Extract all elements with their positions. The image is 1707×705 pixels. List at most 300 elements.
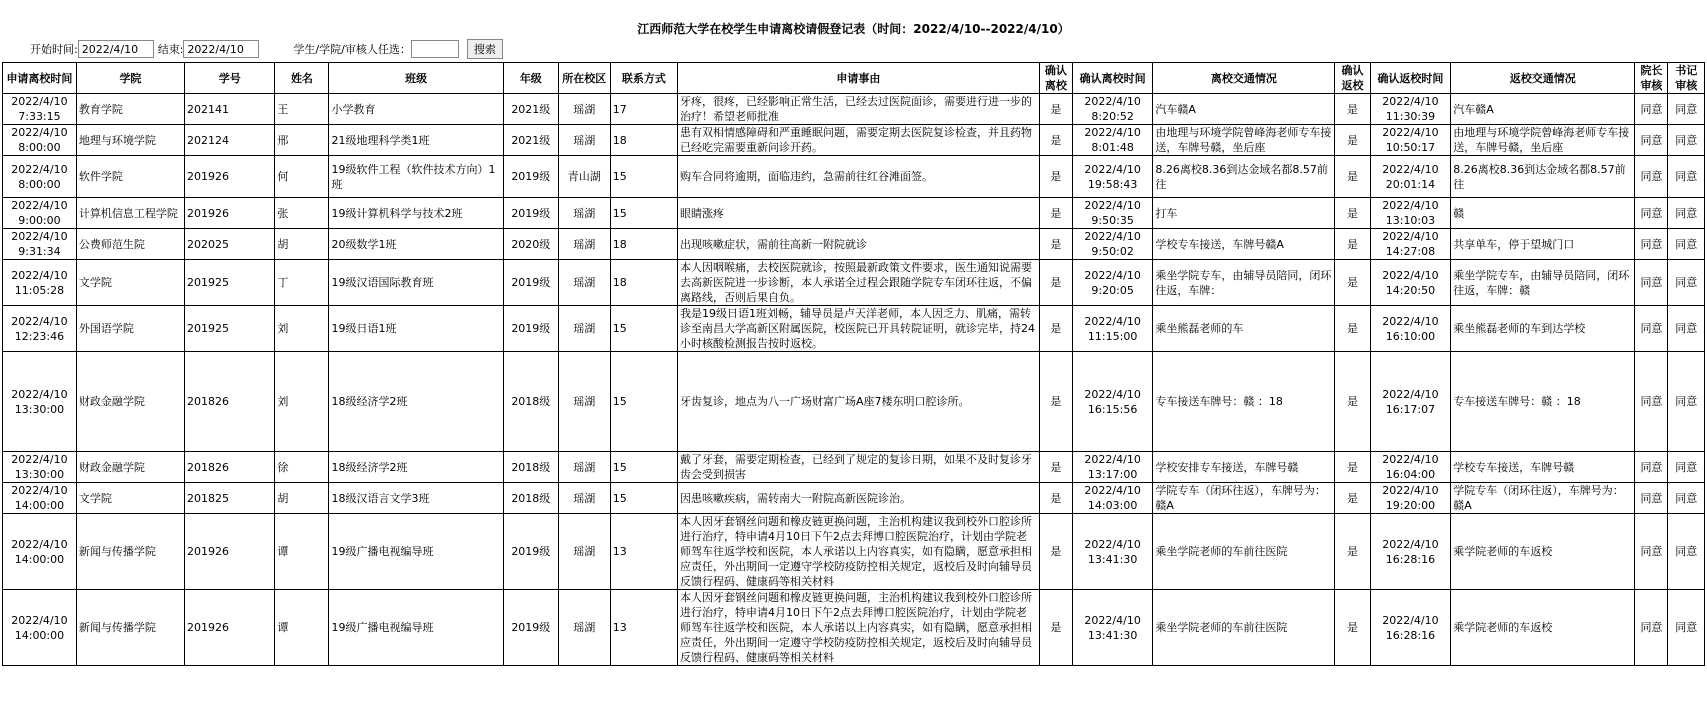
- leave-time-cell-text: 2022/4/10: [1084, 95, 1141, 108]
- column-header: 确认离校: [1039, 63, 1072, 94]
- return-confirm-cell: [1335, 352, 1370, 452]
- apply-time-cell: [3, 514, 77, 590]
- return-time-cell-text: 2022/4/10: [1382, 613, 1439, 627]
- dean-review-cell-text: 同意: [1640, 621, 1663, 634]
- college-cell-text: 计算机信息工程学院: [78, 206, 178, 220]
- reason-cell: [678, 352, 1040, 452]
- grade-cell: [503, 260, 558, 306]
- leave-confirm-cell: [1039, 452, 1072, 483]
- student-name-cell: [275, 452, 329, 483]
- class-cell-text: 20级数学1班: [331, 237, 397, 251]
- campus-cell: [558, 94, 610, 125]
- return-time-cell-text: 16:04:00: [1385, 468, 1436, 481]
- apply-time-cell: [3, 306, 77, 352]
- leave-time-cell-text: 2022/4/10: [1084, 453, 1141, 466]
- phone-cell-text: 15: [612, 460, 627, 474]
- phone-cell-text: 13: [612, 545, 627, 558]
- return-transport-cell: [1451, 352, 1635, 452]
- end-date-input[interactable]: [183, 40, 259, 58]
- return-confirm-cell-text: 是: [1347, 206, 1359, 220]
- secretary-review-cell-text: 同意: [1675, 276, 1698, 289]
- class-cell-text: 18级经济学2班: [331, 395, 408, 408]
- secretary-review-cell: [1668, 260, 1705, 306]
- table-row: [3, 452, 1705, 483]
- phone-cell: [610, 156, 677, 198]
- column-header: 确认离校时间: [1072, 63, 1153, 94]
- student-name-cell-text: 徐: [277, 460, 289, 474]
- reason-cell-text: 因患咳嗽疾病，需转南大一附院高新医院诊治。: [680, 491, 911, 505]
- leave-confirm-cell: [1039, 306, 1072, 352]
- campus-cell: [558, 156, 610, 198]
- return-time-cell-text: 14:20:50: [1385, 283, 1436, 297]
- leave-confirm-cell-text: 是: [1050, 545, 1062, 558]
- dean-review-cell-text: 同意: [1640, 102, 1663, 116]
- return-time-cell-text: 2022/4/10: [1382, 314, 1439, 328]
- return-transport-cell-text: 由地理与环境学院曾峰海老师专车接送，车牌号赣，坐后座: [1453, 126, 1630, 154]
- leave-time-cell: [1072, 483, 1153, 514]
- phone-cell: [610, 590, 677, 666]
- return-transport-cell-text: 专车接送车牌号：赣 ：18: [1453, 395, 1581, 408]
- college-cell-text: 地理与环境学院: [78, 133, 156, 147]
- return-transport-cell: [1451, 125, 1635, 156]
- leave-confirm-cell-text: 是: [1050, 621, 1062, 634]
- leave-transport-cell-text: 乘坐学院专车，由辅导员陪同，闭环往返，车牌：: [1155, 268, 1332, 297]
- college-cell-text: 新闻与传播学院: [78, 545, 156, 558]
- return-transport-cell-text: 8.26离校8.36到达金域名都8.57前往: [1453, 162, 1626, 191]
- apply-time-cell-text: 13:30:00: [14, 468, 65, 481]
- student-id-cell: [184, 590, 274, 666]
- campus-cell-text: 瑶湖: [573, 102, 596, 116]
- column-header: 离校交通情况: [1153, 63, 1335, 94]
- phone-cell-text: 18: [612, 276, 627, 289]
- return-transport-cell-text: 乘坐学院专车，由辅导员陪同，闭环往返，车牌：赣: [1453, 268, 1630, 297]
- class-cell-text: 19级广播电视编导班: [331, 621, 434, 634]
- return-time-cell: [1370, 483, 1451, 514]
- leave-confirm-cell: [1039, 125, 1072, 156]
- student-id-cell: [184, 229, 274, 260]
- college-cell-text: 外国语学院: [78, 322, 134, 335]
- reason-cell: [678, 514, 1040, 590]
- grade-cell: [503, 229, 558, 260]
- student-id-cell-text: 201926: [186, 206, 229, 220]
- student-id-cell-text: 201925: [186, 322, 229, 335]
- return-transport-cell: [1451, 94, 1635, 125]
- class-cell: [329, 229, 503, 260]
- phone-cell: [610, 229, 677, 260]
- reason-cell-text: 患有双相情感障碍和严重睡眠问题，需要定期去医院复诊检查，并且药物已经吃完需要重新问诊开药。: [680, 126, 1032, 154]
- return-time-cell-text: 20:01:14: [1385, 177, 1436, 191]
- return-confirm-cell-text: 是: [1347, 170, 1359, 183]
- leave-transport-cell-text: 乘坐熊磊老师的车: [1155, 322, 1244, 335]
- secretary-review-cell-text: 同意: [1675, 460, 1698, 474]
- return-time-cell-text: 16:10:00: [1385, 329, 1436, 343]
- column-header: 姓名: [275, 63, 329, 94]
- return-transport-cell-text: 汽车赣A: [1453, 102, 1494, 116]
- secretary-review-cell: [1668, 452, 1705, 483]
- student-name-cell-text: 何: [277, 170, 289, 183]
- leave-time-cell-text: 2022/4/10: [1084, 314, 1141, 328]
- return-time-cell: [1370, 590, 1451, 666]
- student-id-cell: [184, 156, 274, 198]
- leave-time-cell-text: 2022/4/10: [1084, 199, 1141, 212]
- return-confirm-cell-text: 是: [1347, 322, 1359, 335]
- class-cell-text: 小学教育: [331, 102, 376, 116]
- leave-time-cell: [1072, 590, 1153, 666]
- dean-review-cell: [1635, 352, 1668, 452]
- leave-time-cell: [1072, 94, 1153, 125]
- college-cell-text: 教育学院: [78, 102, 123, 116]
- class-cell: [329, 352, 503, 452]
- return-transport-cell: [1451, 452, 1635, 483]
- leave-time-cell: [1072, 514, 1153, 590]
- return-transport-cell-text: 乘学院老师的车返校: [1453, 545, 1553, 558]
- apply-time-cell: [3, 452, 77, 483]
- return-time-cell-text: 2022/4/10: [1382, 453, 1439, 466]
- leave-confirm-cell: [1039, 198, 1072, 229]
- reason-cell-text: 牙齿复诊，地点为八一广场财富广场A座7楼东明口腔诊所。: [680, 395, 970, 408]
- secretary-review-cell-text: 同意: [1675, 133, 1698, 147]
- return-time-cell-text: 2022/4/10: [1382, 199, 1439, 212]
- return-time-cell-text: 16:28:16: [1385, 628, 1436, 642]
- campus-cell: [558, 352, 610, 452]
- reason-cell-text: 本人因牙套钢丝问题和橡皮链更换问题，主治机构建议我到校外口腔诊所进行治疗，特申请4月10日下午2点去拜博口腔医院治疗，计划由学院老师驾车往返学校和医院，本人承诺以上内容真实，如有隐瞒，愿意承担相应责任，外出期间一定遵守学校防疫防控相关规定，返校后及时向辅导员反馈行程码、健康码等相关材料: [680, 591, 1032, 664]
- leave-time-cell: [1072, 260, 1153, 306]
- leave-time-cell-text: 2022/4/10: [1084, 126, 1141, 139]
- class-cell-text: 18级经济学2班: [331, 460, 408, 474]
- return-time-cell-text: 2022/4/10: [1382, 484, 1439, 497]
- grade-cell-text: 2021级: [511, 102, 551, 116]
- apply-time-cell-text: 2022/4/10: [11, 95, 68, 108]
- phone-cell: [610, 260, 677, 306]
- student-id-cell: [184, 125, 274, 156]
- student-name-cell: [275, 352, 329, 452]
- return-time-cell: [1370, 94, 1451, 125]
- grade-cell: [503, 156, 558, 198]
- class-cell-text: 21级地理科学类1班: [331, 133, 430, 147]
- leave-time-cell-text: 9:50:02: [1091, 245, 1134, 258]
- student-name-cell-text: 谭: [277, 545, 289, 558]
- class-cell: [329, 590, 503, 666]
- apply-time-cell-text: 14:00:00: [14, 499, 65, 512]
- student-name-cell-text: 谭: [277, 621, 289, 634]
- leave-time-cell-text: 2022/4/10: [1084, 537, 1141, 551]
- college-cell: [76, 352, 184, 452]
- leave-confirm-cell: [1039, 229, 1072, 260]
- start-time-label: 开始时间:: [30, 43, 78, 56]
- student-id-cell-text: 201926: [186, 545, 229, 558]
- phone-cell-text: 17: [612, 102, 627, 116]
- start-date-input[interactable]: [78, 40, 154, 58]
- student-name-cell-text: 胡: [277, 237, 289, 251]
- return-confirm-cell: [1335, 229, 1370, 260]
- apply-time-cell-text: 2022/4/10: [11, 537, 68, 551]
- apply-time-cell-text: 14:00:00: [14, 552, 65, 566]
- class-cell: [329, 483, 503, 514]
- apply-time-cell-text: 2022/4/10: [11, 453, 68, 466]
- return-confirm-cell-text: 是: [1347, 102, 1359, 116]
- campus-cell: [558, 260, 610, 306]
- reason-cell: [678, 198, 1040, 229]
- leave-time-cell-text: 14:03:00: [1087, 499, 1138, 512]
- secretary-review-cell: [1668, 514, 1705, 590]
- leave-time-cell-text: 13:17:00: [1087, 468, 1138, 481]
- return-confirm-cell-text: 是: [1347, 621, 1359, 634]
- leave-time-cell: [1072, 125, 1153, 156]
- apply-time-cell: [3, 156, 77, 198]
- apply-time-cell-text: 2022/4/10: [11, 314, 68, 328]
- leave-time-cell-text: 2022/4/10: [1084, 230, 1141, 243]
- campus-cell-text: 瑶湖: [573, 322, 596, 335]
- return-transport-cell-text: 学校专车接送，车牌号赣: [1453, 460, 1575, 474]
- return-confirm-cell: [1335, 306, 1370, 352]
- apply-time-cell: [3, 94, 77, 125]
- return-transport-cell: [1451, 229, 1635, 260]
- column-header: 所在校区: [558, 63, 610, 94]
- table-header-row: [3, 63, 1705, 94]
- leave-transport-cell: [1153, 514, 1335, 590]
- dean-review-cell-text: 同意: [1640, 206, 1663, 220]
- apply-time-cell-text: 12:23:46: [14, 329, 65, 343]
- column-header: 申请事由: [678, 63, 1040, 94]
- return-time-cell-text: 2022/4/10: [1382, 537, 1439, 551]
- reason-cell: [678, 260, 1040, 306]
- return-time-cell: [1370, 156, 1451, 198]
- leave-time-cell-text: 2022/4/10: [1084, 162, 1141, 176]
- column-header: 年级: [503, 63, 558, 94]
- reason-cell-text: 戴了牙套，需要定期检查，已经到了规定的复诊日期，如果不及时复诊牙齿会受到损害: [680, 453, 1032, 481]
- return-time-cell-text: 2022/4/10: [1382, 230, 1439, 243]
- column-header: 院长审核: [1635, 63, 1668, 94]
- leave-transport-cell-text: 乘坐学院老师的车前往医院: [1155, 621, 1288, 634]
- campus-cell-text: 瑶湖: [573, 621, 596, 634]
- phone-cell-text: 13: [612, 621, 627, 634]
- secretary-review-cell-text: 同意: [1675, 491, 1698, 505]
- search-button[interactable]: 搜索: [467, 39, 503, 59]
- return-time-cell: [1370, 352, 1451, 452]
- dean-review-cell-text: 同意: [1640, 276, 1663, 289]
- apply-time-cell-text: 2022/4/10: [11, 126, 68, 139]
- leave-transport-cell: [1153, 590, 1335, 666]
- secretary-review-cell: [1668, 590, 1705, 666]
- student-name-cell: [275, 229, 329, 260]
- reason-cell-text: 我是19级日语1班刘畅，辅导员是卢天洋老师，本人因乏力、肌痛，需转诊至南昌大学高新区附属医院，校医院已开具转院证明，就诊完毕，持24小时核酸检测报告按时返校。: [680, 307, 1035, 350]
- apply-time-cell-text: 9:31:34: [18, 245, 61, 258]
- dean-review-cell-text: 同意: [1640, 133, 1663, 147]
- leave-time-cell-text: 13:41:30: [1087, 628, 1138, 642]
- secretary-review-cell-text: 同意: [1675, 206, 1698, 220]
- college-cell-text: 公费师范生院: [78, 237, 145, 251]
- return-confirm-cell: [1335, 590, 1370, 666]
- return-confirm-cell-text: 是: [1347, 276, 1359, 289]
- leave-time-cell: [1072, 306, 1153, 352]
- leave-time-cell: [1072, 229, 1153, 260]
- return-confirm-cell: [1335, 452, 1370, 483]
- apply-time-cell-text: 2022/4/10: [11, 162, 68, 176]
- secretary-review-cell-text: 同意: [1675, 322, 1698, 335]
- dean-review-cell: [1635, 260, 1668, 306]
- secretary-review-cell: [1668, 306, 1705, 352]
- leave-time-cell-text: 2022/4/10: [1084, 387, 1141, 401]
- leave-confirm-cell-text: 是: [1050, 133, 1062, 147]
- leave-transport-cell: [1153, 229, 1335, 260]
- college-cell-text: 软件学院: [78, 170, 123, 183]
- leave-transport-cell: [1153, 94, 1335, 125]
- dean-review-cell-text: 同意: [1640, 460, 1663, 474]
- reason-cell: [678, 156, 1040, 198]
- apply-time-cell: [3, 260, 77, 306]
- leave-confirm-cell: [1039, 352, 1072, 452]
- student-name-cell: [275, 590, 329, 666]
- leave-time-cell-text: 8:20:52: [1091, 110, 1134, 123]
- keyword-input[interactable]: [411, 40, 459, 58]
- dean-review-cell: [1635, 452, 1668, 483]
- dean-review-cell: [1635, 156, 1668, 198]
- apply-time-cell-text: 2022/4/10: [11, 484, 68, 497]
- student-name-cell: [275, 198, 329, 229]
- dean-review-cell-text: 同意: [1640, 545, 1663, 558]
- campus-cell-text: 瑶湖: [573, 460, 596, 474]
- student-name-cell: [275, 514, 329, 590]
- return-confirm-cell: [1335, 94, 1370, 125]
- reason-cell-text: 购车合同将逾期，面临违约，急需前往红谷滩面签。: [680, 170, 933, 183]
- column-header: 书记审核: [1668, 63, 1705, 94]
- reason-cell: [678, 590, 1040, 666]
- secretary-review-cell-text: 同意: [1675, 395, 1698, 408]
- student-id-cell: [184, 94, 274, 125]
- campus-cell-text: 瑶湖: [573, 276, 596, 289]
- student-id-cell: [184, 452, 274, 483]
- leave-time-cell-text: 2022/4/10: [1084, 613, 1141, 627]
- phone-cell: [610, 198, 677, 229]
- return-time-cell-text: 2022/4/10: [1382, 387, 1439, 401]
- leave-transport-cell: [1153, 483, 1335, 514]
- phone-cell: [610, 306, 677, 352]
- grade-cell-text: 2019级: [511, 170, 551, 183]
- grade-cell: [503, 452, 558, 483]
- column-header: 确认返校时间: [1370, 63, 1451, 94]
- phone-cell: [610, 452, 677, 483]
- apply-time-cell: [3, 229, 77, 260]
- leave-transport-cell: [1153, 260, 1335, 306]
- return-time-cell-text: 14:27:08: [1385, 245, 1436, 258]
- student-name-cell: [275, 156, 329, 198]
- return-time-cell-text: 2022/4/10: [1382, 95, 1439, 108]
- student-id-cell-text: 202025: [186, 237, 229, 251]
- campus-cell-text: 青山湖: [567, 170, 601, 183]
- leave-records-table: [2, 62, 1705, 666]
- column-header: 申请离校时间: [3, 63, 77, 94]
- leave-transport-cell: [1153, 156, 1335, 198]
- grade-cell: [503, 306, 558, 352]
- return-confirm-cell-text: 是: [1347, 133, 1359, 147]
- leave-time-cell-text: 9:20:05: [1091, 283, 1134, 297]
- phone-cell-text: 15: [612, 491, 627, 505]
- college-cell: [76, 590, 184, 666]
- apply-time-cell-text: 2022/4/10: [11, 199, 68, 212]
- return-time-cell: [1370, 198, 1451, 229]
- college-cell-text: 财政金融学院: [78, 395, 145, 408]
- apply-time-cell: [3, 483, 77, 514]
- table-row: [3, 514, 1705, 590]
- table-row: [3, 590, 1705, 666]
- return-transport-cell: [1451, 156, 1635, 198]
- dean-review-cell: [1635, 306, 1668, 352]
- return-confirm-cell-text: 是: [1347, 460, 1359, 474]
- student-name-cell-text: 丁: [277, 276, 289, 289]
- student-name-cell: [275, 483, 329, 514]
- grade-cell-text: 2021级: [511, 133, 551, 147]
- campus-cell-text: 瑶湖: [573, 133, 596, 147]
- dean-review-cell-text: 同意: [1640, 170, 1663, 183]
- apply-time-cell-text: 2022/4/10: [11, 268, 68, 282]
- apply-time-cell: [3, 352, 77, 452]
- grade-cell-text: 2019级: [511, 545, 551, 558]
- college-cell-text: 文学院: [78, 491, 112, 505]
- leave-confirm-cell-text: 是: [1050, 491, 1062, 505]
- student-id-cell-text: 202141: [186, 102, 229, 116]
- apply-time-cell-text: 9:00:00: [18, 214, 61, 227]
- apply-time-cell-text: 14:00:00: [14, 628, 65, 642]
- secretary-review-cell: [1668, 352, 1705, 452]
- class-cell: [329, 198, 503, 229]
- phone-cell: [610, 125, 677, 156]
- leave-time-cell-text: 11:15:00: [1087, 329, 1138, 343]
- student-name-cell: [275, 306, 329, 352]
- student-id-cell: [184, 352, 274, 452]
- leave-confirm-cell: [1039, 514, 1072, 590]
- reason-cell-text: 本人因牙套钢丝问题和橡皮链更换问题，主治机构建议我到校外口腔诊所进行治疗，特申请4月10日下午2点去拜博口腔医院治疗，计划由学院老师驾车往返学校和医院，本人承诺以上内容真实，如有隐瞒，愿意承担相应责任，外出期间一定遵守学校防疫防控相关规定，返校后及时向辅导员反馈行程码、健康码等相关材料: [680, 515, 1032, 588]
- dean-review-cell-text: 同意: [1640, 237, 1663, 251]
- reason-cell: [678, 483, 1040, 514]
- student-name-cell-text: 张: [277, 206, 289, 220]
- apply-time-cell-text: 8:00:00: [18, 141, 61, 154]
- grade-cell-text: 2018级: [511, 491, 551, 505]
- dean-review-cell: [1635, 590, 1668, 666]
- return-time-cell: [1370, 452, 1451, 483]
- college-cell: [76, 156, 184, 198]
- dean-review-cell-text: 同意: [1640, 491, 1663, 505]
- campus-cell: [558, 229, 610, 260]
- grade-cell: [503, 94, 558, 125]
- reason-cell: [678, 306, 1040, 352]
- leave-transport-cell: [1153, 125, 1335, 156]
- return-confirm-cell: [1335, 125, 1370, 156]
- grade-cell: [503, 483, 558, 514]
- return-time-cell-text: 2022/4/10: [1382, 126, 1439, 139]
- table-row: [3, 229, 1705, 260]
- secretary-review-cell: [1668, 94, 1705, 125]
- grade-cell: [503, 514, 558, 590]
- student-id-cell-text: 201926: [186, 621, 229, 634]
- campus-cell: [558, 452, 610, 483]
- student-name-cell-text: 刘: [277, 322, 289, 335]
- return-transport-cell: [1451, 198, 1635, 229]
- table-body: [3, 94, 1705, 666]
- student-name-cell-text: 邢: [277, 133, 289, 147]
- secretary-review-cell: [1668, 156, 1705, 198]
- leave-transport-cell-text: 汽车赣A: [1155, 102, 1196, 116]
- return-time-cell-text: 13:10:03: [1385, 214, 1436, 227]
- class-cell: [329, 156, 503, 198]
- return-confirm-cell-text: 是: [1347, 545, 1359, 558]
- return-time-cell: [1370, 306, 1451, 352]
- return-time-cell-text: 2022/4/10: [1382, 162, 1439, 176]
- class-cell-text: 19级软件工程（软件技术方向）1班: [331, 162, 496, 191]
- secretary-review-cell: [1668, 125, 1705, 156]
- campus-cell: [558, 306, 610, 352]
- search-filters: [30, 38, 503, 60]
- secretary-review-cell-text: 同意: [1675, 545, 1698, 558]
